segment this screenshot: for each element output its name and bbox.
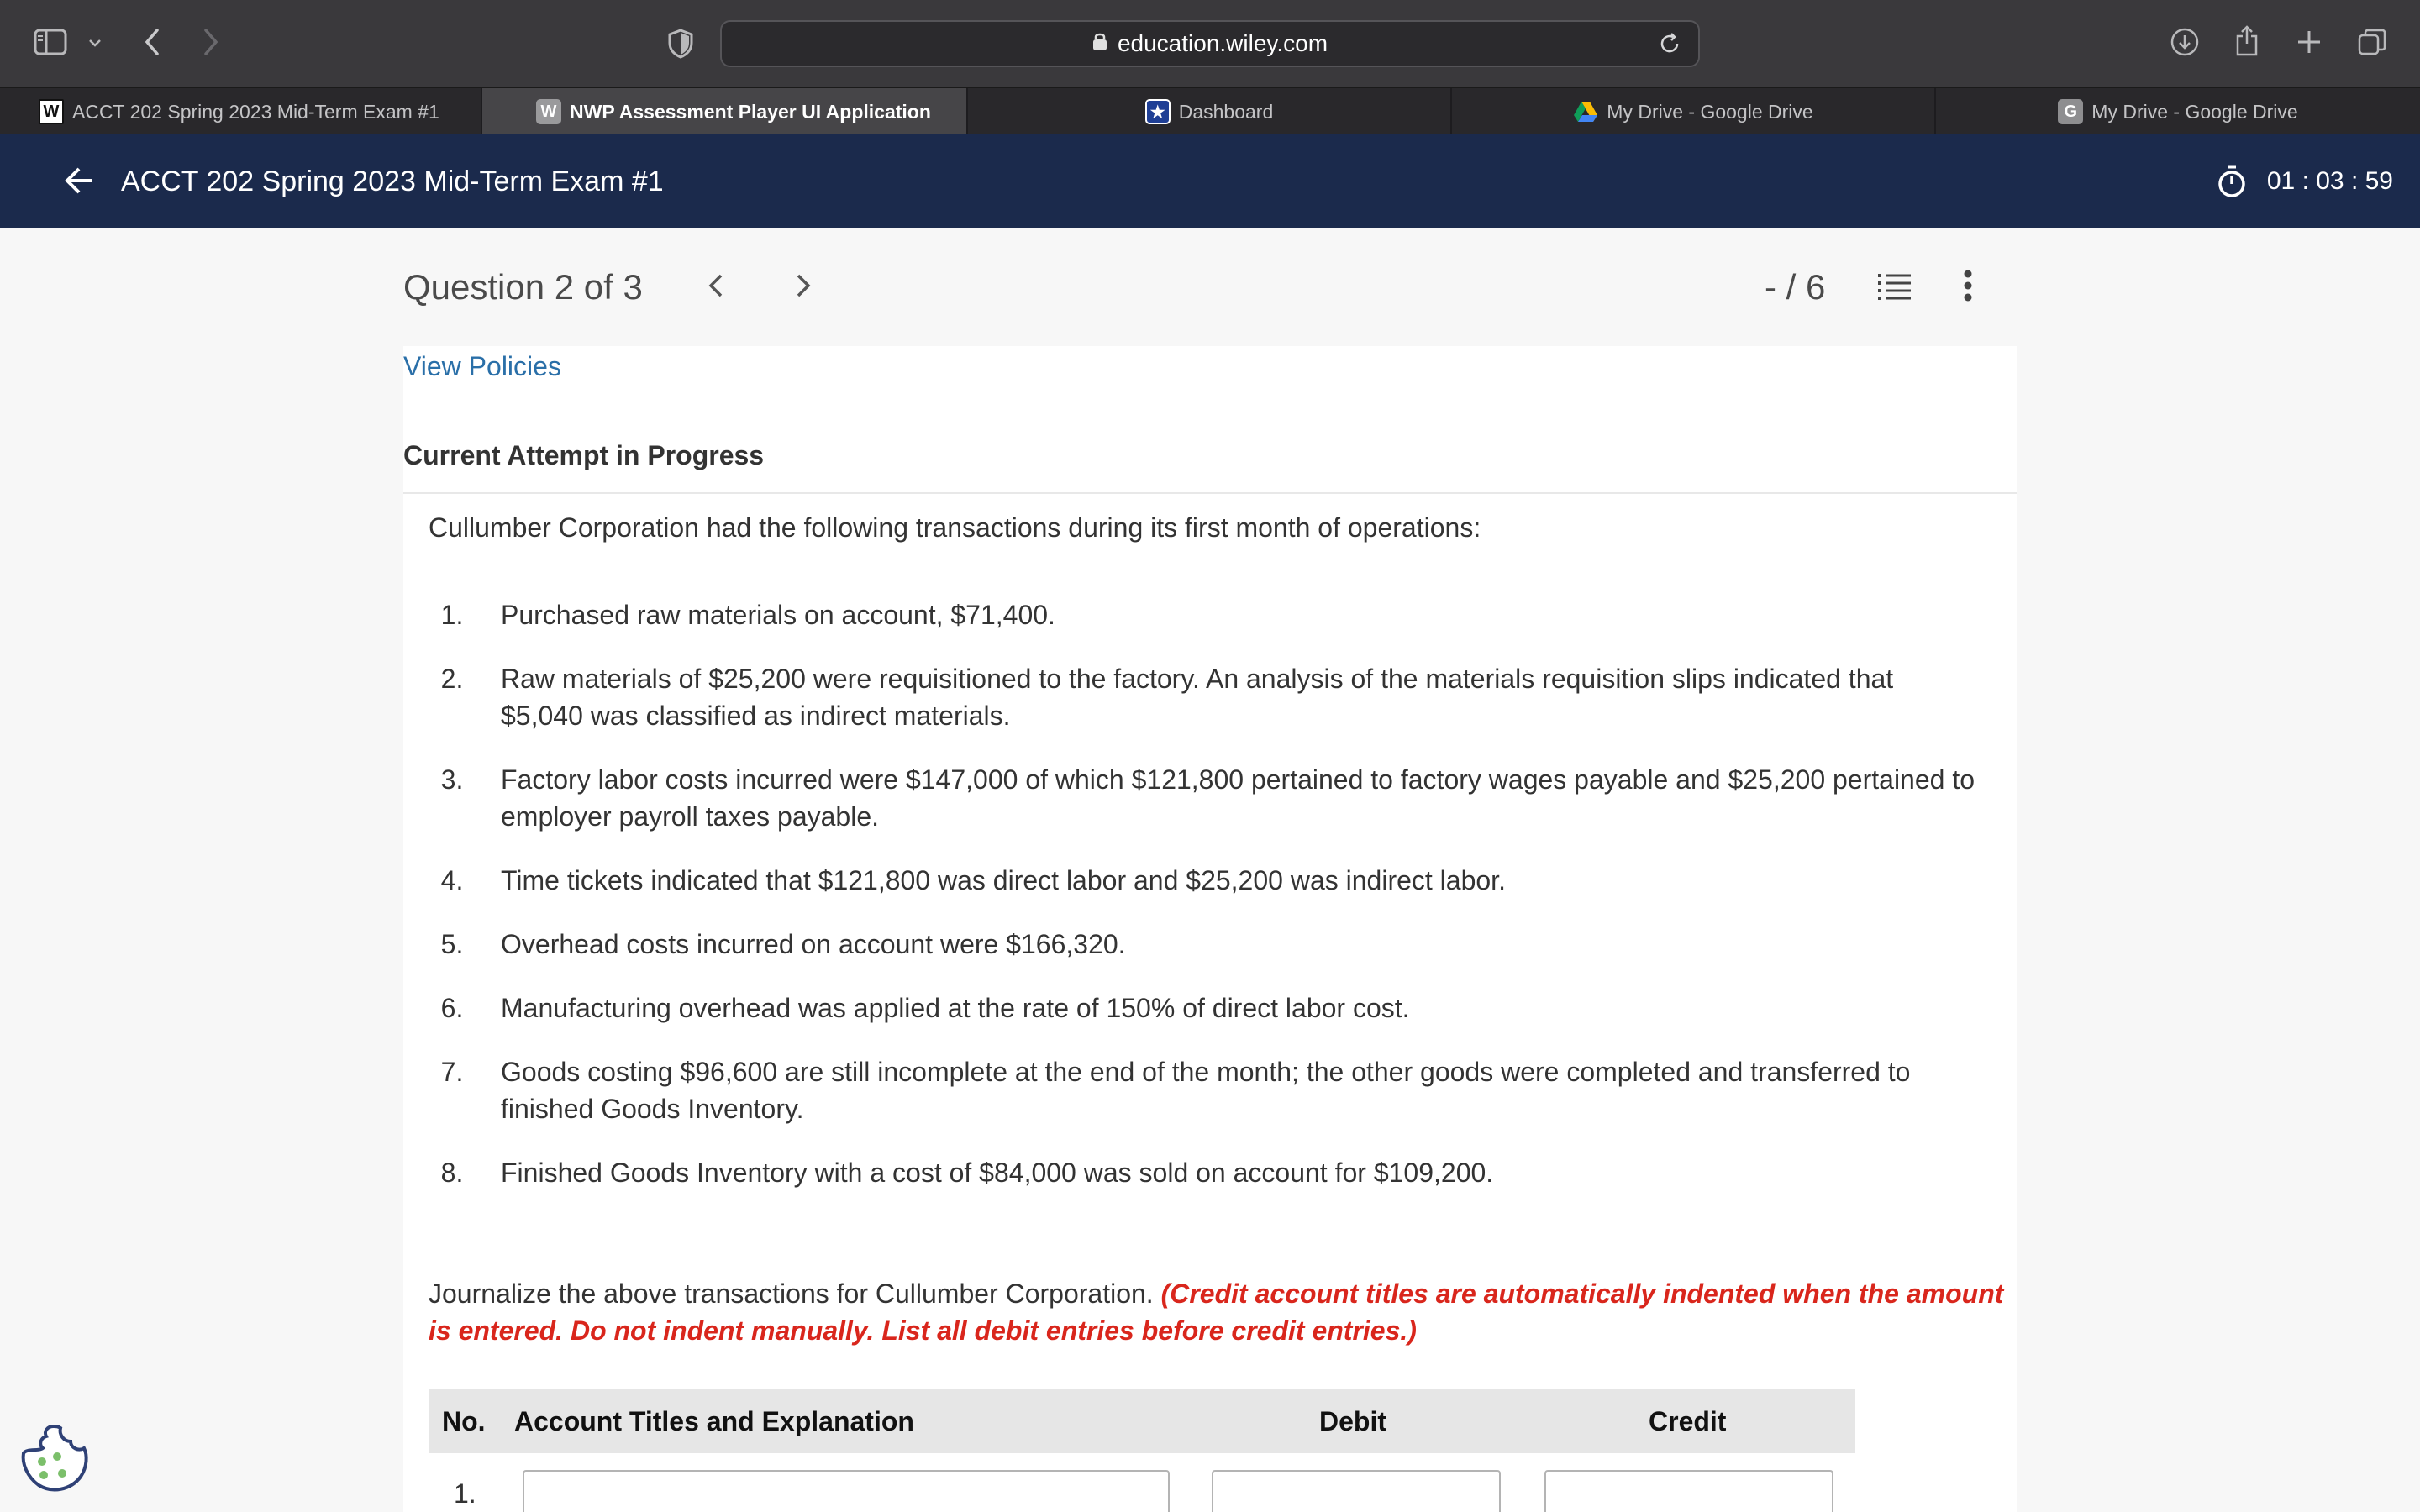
tab-label: NWP Assessment Player UI Application: [570, 100, 931, 123]
col-credit: Credit: [1649, 1406, 1727, 1436]
back-icon[interactable]: [136, 25, 168, 59]
dashboard-star-icon: ★: [1145, 99, 1171, 124]
question-intro: Cullumber Corporation had the following transactions during its first month of operations:: [429, 512, 1481, 543]
tab-bar: [0, 87, 2420, 134]
transaction-number: 2.: [440, 664, 464, 694]
attempt-status: Current Attempt in Progress: [403, 440, 765, 470]
transaction-number: 5.: [440, 929, 464, 959]
section-divider: [403, 492, 2017, 494]
previous-question-icon[interactable]: [706, 272, 726, 303]
sidebar-toggle-icon[interactable]: [32, 27, 69, 57]
credit-input[interactable]: [1544, 1470, 1833, 1512]
tab-nwp-assessment[interactable]: [482, 88, 968, 135]
lock-icon: [1092, 30, 1107, 57]
journal-row-number: 1.: [454, 1478, 476, 1509]
instruction-note: (Credit account titles are automatically indented when the amount is entered. Do not indent manually. List all debit entries before credit entries.): [429, 1278, 2004, 1346]
transaction-text: Finished Goods Inventory with a cost of $84,000 was sold on account for $109,200.: [501, 1158, 1494, 1188]
timer-value: 01 : 03 : 59: [2266, 167, 2393, 195]
exam-header: [0, 134, 2420, 228]
address-bar[interactable]: [720, 20, 1700, 67]
transaction-number: 8.: [440, 1158, 464, 1188]
tab-google-drive[interactable]: [1452, 88, 1936, 135]
exam-timer: [2217, 161, 2393, 202]
question-header: [0, 228, 2420, 346]
exam-title: ACCT 202 Spring 2023 Mid-Term Exam #1: [121, 165, 664, 197]
transaction-text: Goods costing $96,600 are still incomplete at the end of the month; the other goods were completed and transferred to finished Goods Inventory.: [501, 1057, 1911, 1124]
transaction-text: Factory labor costs incurred were $147,000 of which $121,800 pertained to factory wages payable and $25,200 pertained to employer payroll taxes payable.: [501, 764, 1975, 832]
tab-acct-exam[interactable]: [0, 88, 482, 135]
privacy-shield-icon[interactable]: [664, 27, 697, 60]
question-score: - / 6: [1765, 267, 1826, 307]
col-account-titles: Account Titles and Explanation: [514, 1406, 914, 1436]
cookie-settings-icon[interactable]: [18, 1423, 89, 1498]
transaction-text: Manufacturing overhead was applied at the rate of 150% of direct labor cost.: [501, 993, 1410, 1023]
browser-toolbar: [0, 0, 2420, 87]
tab-label: My Drive - Google Drive: [2091, 100, 2298, 123]
new-tab-plus-icon[interactable]: [2292, 25, 2326, 59]
tab-overview-icon[interactable]: [2354, 25, 2390, 60]
back-arrow-icon[interactable]: [64, 166, 94, 199]
tab-google-drive-2[interactable]: [1936, 88, 2420, 135]
tab-label: Dashboard: [1178, 100, 1274, 123]
google-g-icon: G: [2058, 99, 2083, 124]
account-title-input[interactable]: [523, 1470, 1170, 1512]
transaction-text: Purchased raw materials on account, $71,400.: [501, 600, 1055, 630]
google-drive-icon: [1573, 99, 1598, 124]
question-content: [403, 346, 2017, 1512]
stopwatch-icon: [2217, 165, 2247, 198]
col-no: No.: [442, 1406, 486, 1436]
tab-label: ACCT 202 Spring 2023 Mid-Term Exam #1: [72, 100, 439, 123]
chevron-down-icon[interactable]: [84, 32, 106, 54]
question-counter: Question 2 of 3: [403, 267, 643, 307]
transaction-text: Time tickets indicated that $121,800 was direct labor and $25,200 was indirect labor.: [501, 865, 1506, 895]
transaction-text: Raw materials of $25,200 were requisitioned to the factory. An analysis of the materials requisition slips indicated that $5,040 was classified as indirect materials.: [501, 664, 1894, 731]
transaction-number: 7.: [440, 1057, 464, 1087]
instruction-text: Journalize the above transactions for Cullumber Corporation.: [429, 1278, 1154, 1309]
col-debit: Debit: [1319, 1406, 1386, 1436]
transaction-number: 1.: [440, 600, 464, 630]
debit-input[interactable]: [1212, 1470, 1501, 1512]
transaction-number: 6.: [440, 993, 464, 1023]
transaction-number: 3.: [440, 764, 464, 795]
journal-table-header: [429, 1389, 1855, 1453]
transaction-number: 4.: [440, 865, 464, 895]
question-list-icon[interactable]: [1877, 272, 1912, 305]
view-policies-link[interactable]: View Policies: [403, 351, 561, 381]
tab-label: My Drive - Google Drive: [1607, 100, 1813, 123]
forward-icon[interactable]: [195, 25, 227, 59]
url-text: education.wiley.com: [1117, 30, 1328, 56]
share-icon[interactable]: [2232, 22, 2262, 59]
journal-instruction: [429, 1275, 2008, 1349]
wiley-w-icon: W: [39, 99, 64, 124]
wiley-w-icon: W: [536, 99, 561, 124]
download-icon[interactable]: [2168, 25, 2202, 59]
transaction-text: Overhead costs incurred on account were $166,320.: [501, 929, 1126, 959]
more-options-icon[interactable]: [1963, 269, 1973, 307]
next-question-icon[interactable]: [793, 272, 813, 303]
tab-dashboard[interactable]: [968, 88, 1452, 135]
reload-icon[interactable]: [1656, 30, 1683, 63]
